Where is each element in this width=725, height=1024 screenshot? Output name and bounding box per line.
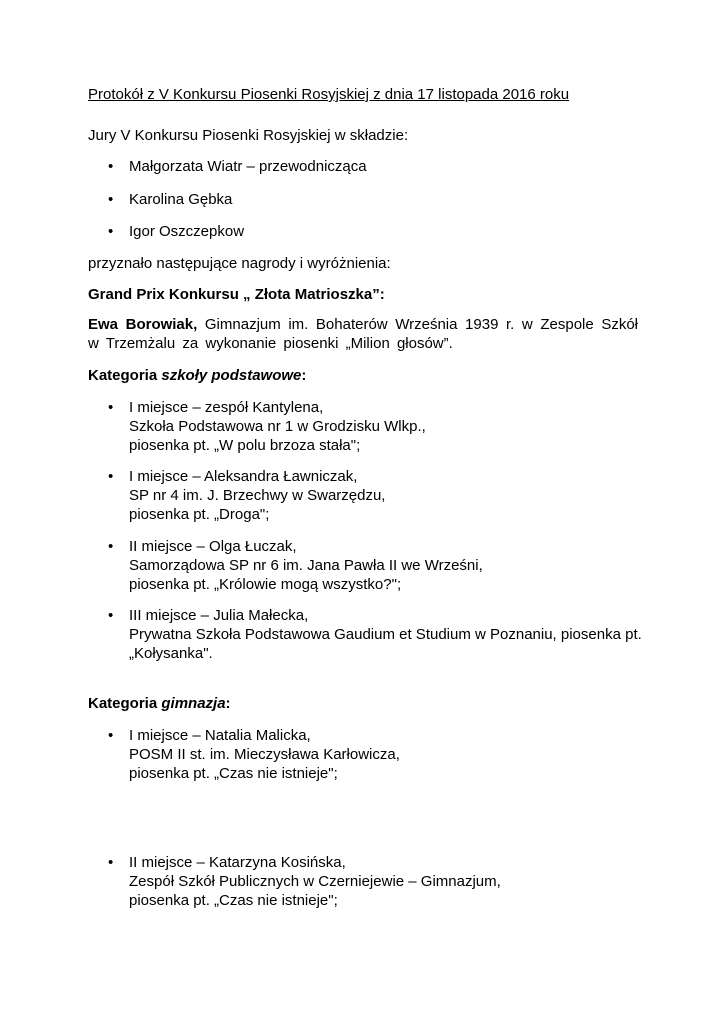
award-line: piosenka pt. „Czas nie istnieje"; — [129, 892, 338, 909]
award-line: Samorządowa SP nr 6 im. Jana Pawła II we Wrześni, — [129, 557, 483, 574]
bullet: • — [108, 399, 114, 416]
heading-suffix: : — [301, 367, 307, 384]
award-line: II miejsce – Olga Łuczak, — [129, 538, 297, 555]
awards-intro: przyznało następujące nagrody i wyróżnienia: — [88, 255, 391, 272]
heading-prefix: Kategoria — [88, 695, 162, 712]
bullet: • — [108, 607, 114, 624]
winner-details: Gimnazjum im. Bohaterów Września 1939 r. w Zespole Szkół w Trzemżalu za wykonanie piosenki „Milion głosów”. — [88, 316, 638, 352]
winner-name: Ewa Borowiak, — [88, 316, 198, 333]
heading-prefix: Kategoria — [88, 367, 162, 384]
bullet: • — [108, 191, 114, 208]
award-line: I miejsce – zespół Kantylena, — [129, 399, 324, 416]
award-line: Prywatna Szkoła Podstawowa Gaudium et Studium w Poznaniu, piosenka pt. — [129, 626, 642, 643]
primary-category-heading — [88, 366, 306, 385]
bullet: • — [108, 223, 114, 240]
bullet: • — [108, 158, 114, 175]
award-line: piosenka pt. „W polu brzoza stała"; — [129, 437, 361, 454]
jury-intro: Jury V Konkursu Piosenki Rosyjskiej w składzie: — [88, 127, 409, 144]
jury-member: Małgorzata Wiatr – przewodnicząca — [129, 158, 367, 175]
award-line: piosenka pt. „Droga"; — [129, 506, 270, 523]
jury-member: Igor Oszczepkow — [129, 223, 245, 240]
award-line: II miejsce – Katarzyna Kosińska, — [129, 854, 346, 871]
bullet: • — [108, 727, 114, 744]
award-line: Szkoła Podstawowa nr 1 w Grodzisku Wlkp., — [129, 418, 426, 435]
award-line: „Kołysanka". — [129, 645, 213, 662]
award-line: I miejsce – Natalia Malicka, — [129, 727, 311, 744]
bullet: • — [108, 538, 114, 555]
gymnasium-category-heading — [88, 694, 231, 713]
bullet: • — [108, 854, 114, 871]
grand-prix-heading: Grand Prix Konkursu „ Złota Matrioszka”: — [88, 286, 385, 303]
heading-suffix: : — [225, 695, 231, 712]
heading-italic: szkoły podstawowe — [161, 367, 302, 384]
award-line: POSM II st. im. Mieczysława Karłowicza, — [129, 746, 400, 763]
jury-member: Karolina Gębka — [129, 191, 233, 208]
award-line: piosenka pt. „Królowie mogą wszystko?"; — [129, 576, 402, 593]
grand-prix-winner — [88, 315, 638, 353]
bullet: • — [108, 468, 114, 485]
heading-italic: gimnazja — [161, 695, 226, 712]
award-line: SP nr 4 im. J. Brzechwy w Swarzędzu, — [129, 487, 386, 504]
document-title: Protokół z V Konkursu Piosenki Rosyjskiej z dnia 17 listopada 2016 roku — [88, 86, 570, 103]
award-line: III miejsce – Julia Małecka, — [129, 607, 309, 624]
award-line: piosenka pt. „Czas nie istnieje"; — [129, 765, 338, 782]
award-line: Zespół Szkół Publicznych w Czerniejewie – Gimnazjum, — [129, 873, 501, 890]
award-line: I miejsce – Aleksandra Ławniczak, — [129, 468, 358, 485]
